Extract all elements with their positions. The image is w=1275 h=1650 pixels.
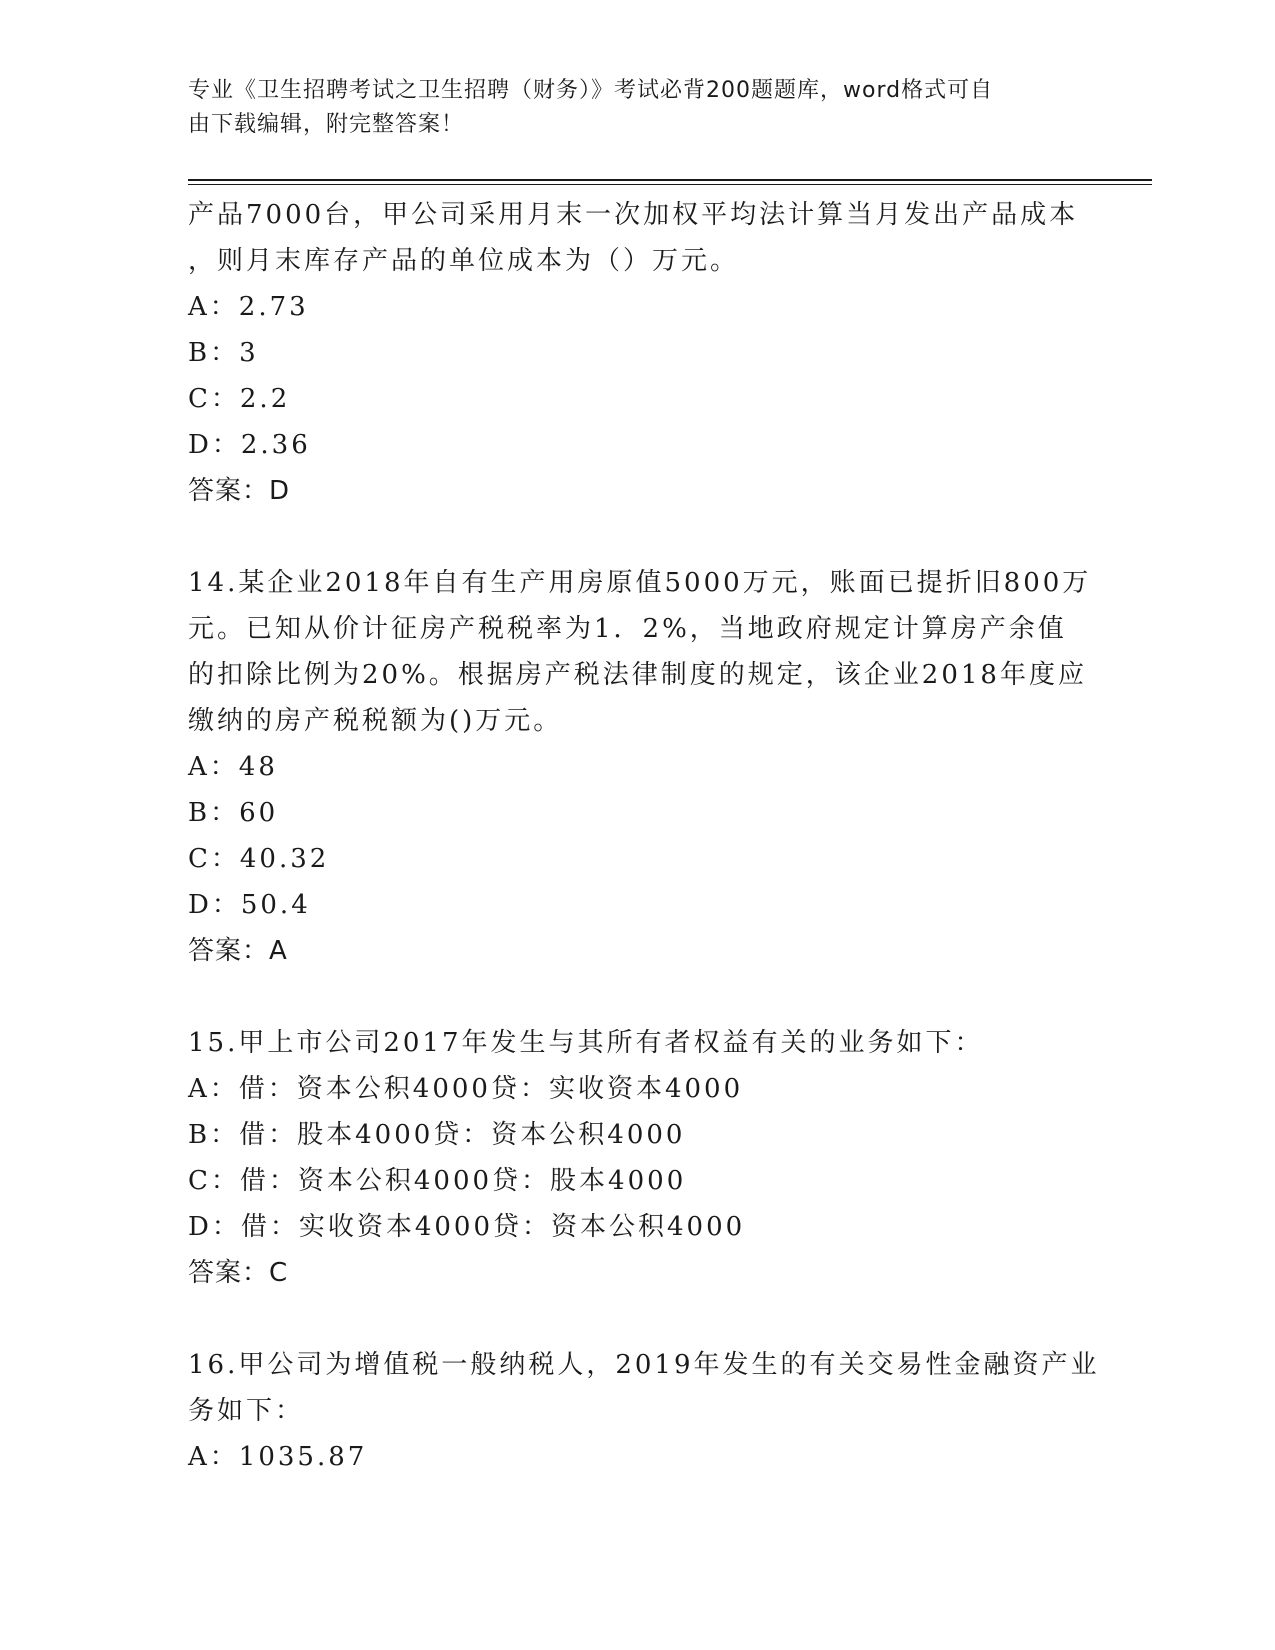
question-list — [188, 192, 1100, 1480]
option-c: C：2.2 — [188, 384, 291, 414]
question-text-line: 的扣除比例为20%。根据房产税法律制度的规定，该企业2018年度应 — [188, 660, 1087, 690]
question-14 — [188, 560, 1092, 974]
option-d: D：2.36 — [188, 430, 311, 460]
answer-label: 答案：D — [188, 476, 291, 506]
question-text-line: 务如下： — [188, 1396, 305, 1426]
option-a: A：2.73 — [188, 292, 309, 322]
option-a: A：48 — [188, 752, 278, 782]
option-a: A：借：资本公积4000贷：实收资本4000 — [188, 1074, 744, 1104]
question-13 — [188, 192, 1088, 514]
answer-label: 答案：A — [188, 936, 288, 966]
question-text-line: 缴纳的房产税税额为()万元。 — [188, 706, 563, 736]
option-d: D：借：实收资本4000贷：资本公积4000 — [188, 1212, 746, 1242]
question-text-line: 15.甲上市公司2017年发生与其所有者权益有关的业务如下： — [188, 1028, 984, 1058]
option-d: D：50.4 — [188, 890, 311, 920]
option-b: B：借：股本4000贷：资本公积4000 — [188, 1120, 686, 1150]
question-text-line: 16.甲公司为增值税一般纳税人，2019年发生的有关交易性金融资产业 — [188, 1350, 1100, 1380]
spacer — [188, 514, 1088, 560]
option-a: A：1035.87 — [188, 1442, 368, 1472]
option-b: B：60 — [188, 798, 279, 828]
option-c: C：40.32 — [188, 844, 330, 874]
spacer — [188, 1296, 1088, 1342]
spacer — [188, 974, 1088, 1020]
header-divider-thick — [188, 179, 1152, 181]
header-divider-thin — [188, 184, 1152, 185]
question-16 — [188, 1342, 1100, 1480]
question-text-line: 产品7000台，甲公司采用月末一次加权平均法计算当月发出产品成本 — [188, 200, 1079, 230]
answer-label: 答案：C — [188, 1258, 289, 1288]
question-text-line: 14.某企业2018年自有生产用房原值5000万元，账面已提折旧800万 — [188, 568, 1092, 598]
option-b: B：3 — [188, 338, 259, 368]
header-line-1: 专业《卫生招聘考试之卫生招聘（财务）》考试必背200题题库，word格式可自 — [188, 78, 994, 103]
question-text-line: ，则月末库存产品的单位成本为（）万元。 — [188, 246, 740, 276]
option-c: C：借：资本公积4000贷：股本4000 — [188, 1166, 687, 1196]
question-15 — [188, 1020, 1088, 1296]
header-line-2: 由下载编辑，附完整答案！ — [188, 112, 465, 137]
question-text-line: 元。已知从价计征房产税税率为1．2%，当地政府规定计算房产余值 — [188, 614, 1067, 644]
document-header — [188, 74, 1088, 142]
